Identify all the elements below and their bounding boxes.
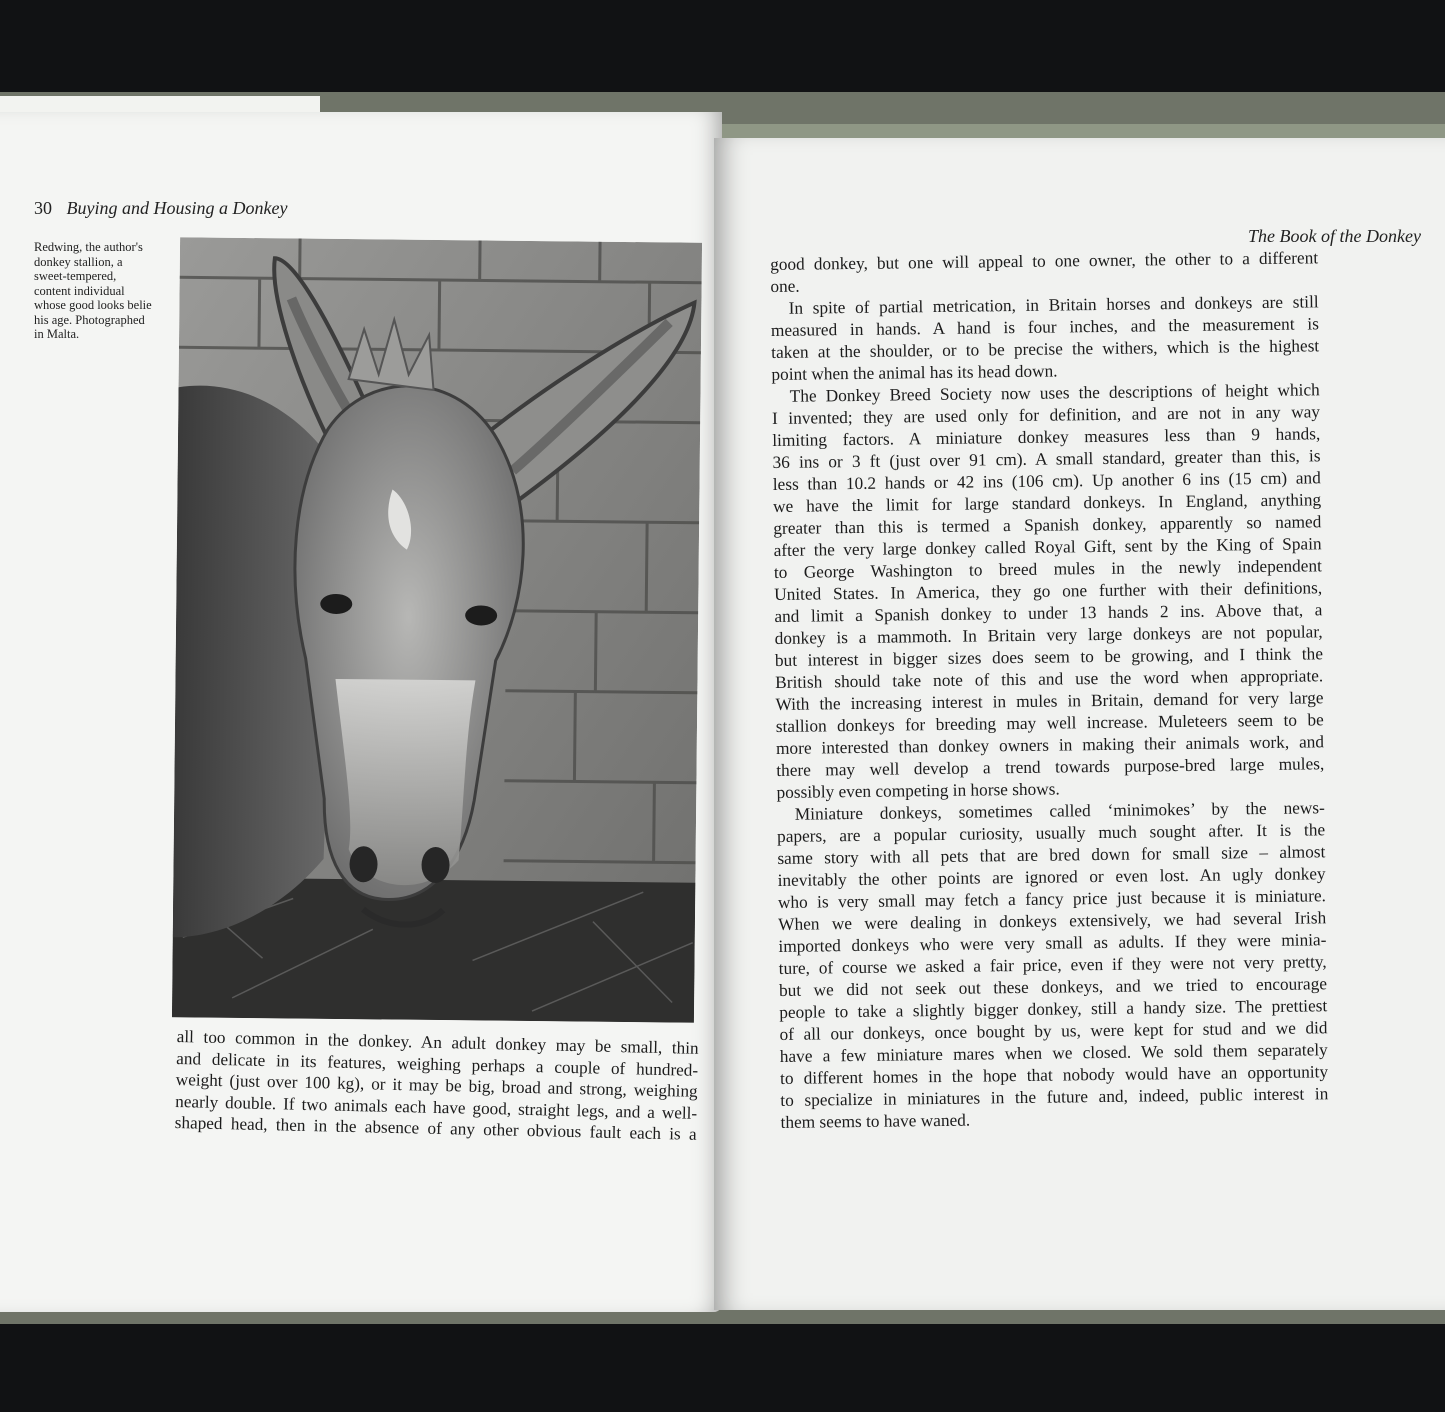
body-line: but interest in bigger sizes does seem to be growing, and I think the: [774, 644, 1324, 670]
body-line: shaped head, then in the absence of any other obvious fault each is a: [174, 1113, 697, 1145]
body-line: them seems to have waned.: [780, 1110, 971, 1132]
body-line: one.: [770, 276, 800, 296]
paragraph-start: Miniature donkeys, sometimes called ‘minimokes’ by the news-: [794, 798, 1325, 824]
caption-line: donkey stallion, a: [34, 254, 123, 269]
body-line: nearly double. If two animals each have good, straight legs, and a well-: [175, 1091, 698, 1123]
caption-line: whose good looks belie: [34, 298, 152, 312]
body-line: British should take note of this and use the word when appropriate.: [775, 666, 1324, 692]
body-line: all too common in the donkey. An adult donkey may be small, thin: [176, 1026, 699, 1058]
body-line: after the very large donkey called Royal Gift, sent by the King of Spain: [773, 534, 1322, 560]
body-line: possibly even competing in horse shows.: [776, 779, 1060, 802]
chapter-title: Buying and Housing a Donkey: [66, 198, 288, 218]
body-line: stallion donkeys for breeding may well increase. Muleteers seem to be: [775, 710, 1324, 736]
left-page-body: [175, 1026, 699, 1146]
body-line: I invented; they are used only for definition, and are not in any way: [771, 402, 1321, 428]
body-line: and delicate in its features, weighing perhaps a couple of hundred-: [176, 1048, 699, 1080]
body-line: taken at the shoulder, or to be precise the withers, which is the highest: [771, 336, 1320, 362]
donkey-photo-illustration: [172, 237, 702, 1022]
body-line: have a few miniature mares when we closed. We sold them separately: [779, 1040, 1328, 1066]
caption-line: sweet-tempered,: [34, 269, 117, 283]
body-line: 36 ins or 3 ft (just over 91 cm). A small standard, greater than this, is: [772, 446, 1321, 472]
body-line: who is very small may fetch a fancy price just because it is miniature.: [777, 886, 1326, 912]
right-page-body: [770, 247, 1329, 1134]
body-line: good donkey, but one will appeal to one owner, the other to a different: [770, 248, 1319, 274]
paragraph-start: The Donkey Breed Society now uses the descriptions of height which: [789, 380, 1320, 406]
body-line: When we were dealing in donkeys extensively, we had several Irish: [778, 908, 1327, 934]
body-line: With the increasing interest in mules in Britain, demand for very large: [775, 688, 1324, 714]
body-line: same story with all pets that are bred down for small size – almost: [777, 842, 1326, 868]
body-line: we have the limit for large standard donkeys. In England, anything: [772, 490, 1322, 516]
body-line: ture, of course we asked a fair price, even if they were not very pretty,: [778, 952, 1327, 978]
body-line: people to take a slightly bigger donkey, still a handy size. The prettiest: [779, 996, 1328, 1022]
caption-line: content individual: [34, 283, 125, 298]
left-running-head: [34, 198, 287, 219]
body-line: inevitably the other points are ignored or even lost. An ugly donkey: [777, 864, 1326, 890]
body-line: measured in hands. A hand is four inches, and the measurement is: [770, 314, 1320, 340]
photo-caption: [34, 240, 166, 342]
book-title: The Book of the Donkey: [1248, 226, 1421, 246]
body-line: to George Washington to breed mules in the newly independent: [773, 556, 1322, 582]
body-line: weight (just over 100 kg), or it may be big, broad and strong, weighing: [175, 1070, 698, 1102]
body-line: point when the animal has its head down.: [771, 361, 1058, 384]
caption-line: his age. Photographed: [34, 312, 145, 327]
donkey-photo: [172, 237, 702, 1022]
body-line: United States. In America, they go one further with their definitions,: [774, 578, 1323, 604]
body-line: of all our donkeys, once bought by us, were kept for stud and we did: [779, 1018, 1328, 1044]
body-line: donkey is a mammoth. In Britain very large donkeys are not popular,: [774, 622, 1323, 648]
body-line: less than 10.2 hands or 42 ins (106 cm). Up another 6 ins (15 cm) and: [772, 468, 1321, 494]
body-line: limiting factors. A miniature donkey measures less than 9 hands,: [772, 424, 1321, 450]
body-line: papers, are a popular curiosity, usually much sought after. It is the: [777, 820, 1326, 846]
body-line: and limit a Spanish donkey to under 13 hands 2 ins. Above that, a: [774, 600, 1323, 626]
caption-line: in Malta.: [34, 327, 80, 341]
page-number: 30: [34, 198, 52, 218]
body-line: there may well develop a trend towards purpose-bred large mules,: [776, 754, 1325, 780]
paragraph-start: In spite of partial metrication, in Britain horses and donkeys are still: [788, 292, 1319, 318]
body-line: greater than this is termed a Spanish donkey, apparently so named: [773, 512, 1322, 538]
caption-line: Redwing, the author's: [34, 240, 143, 254]
body-line: to different homes in the hope that nobody would have an opportunity: [779, 1062, 1329, 1088]
body-line: but we did not seek out these donkeys, and we tried to encourage: [778, 974, 1328, 1000]
body-line: more interested than donkey owners in making their animals work, and: [775, 732, 1325, 758]
body-line: imported donkeys who were very small as adults. If they were minia-: [778, 930, 1327, 956]
body-line: to specialize in miniatures in the future and, indeed, public interest in: [780, 1084, 1329, 1110]
